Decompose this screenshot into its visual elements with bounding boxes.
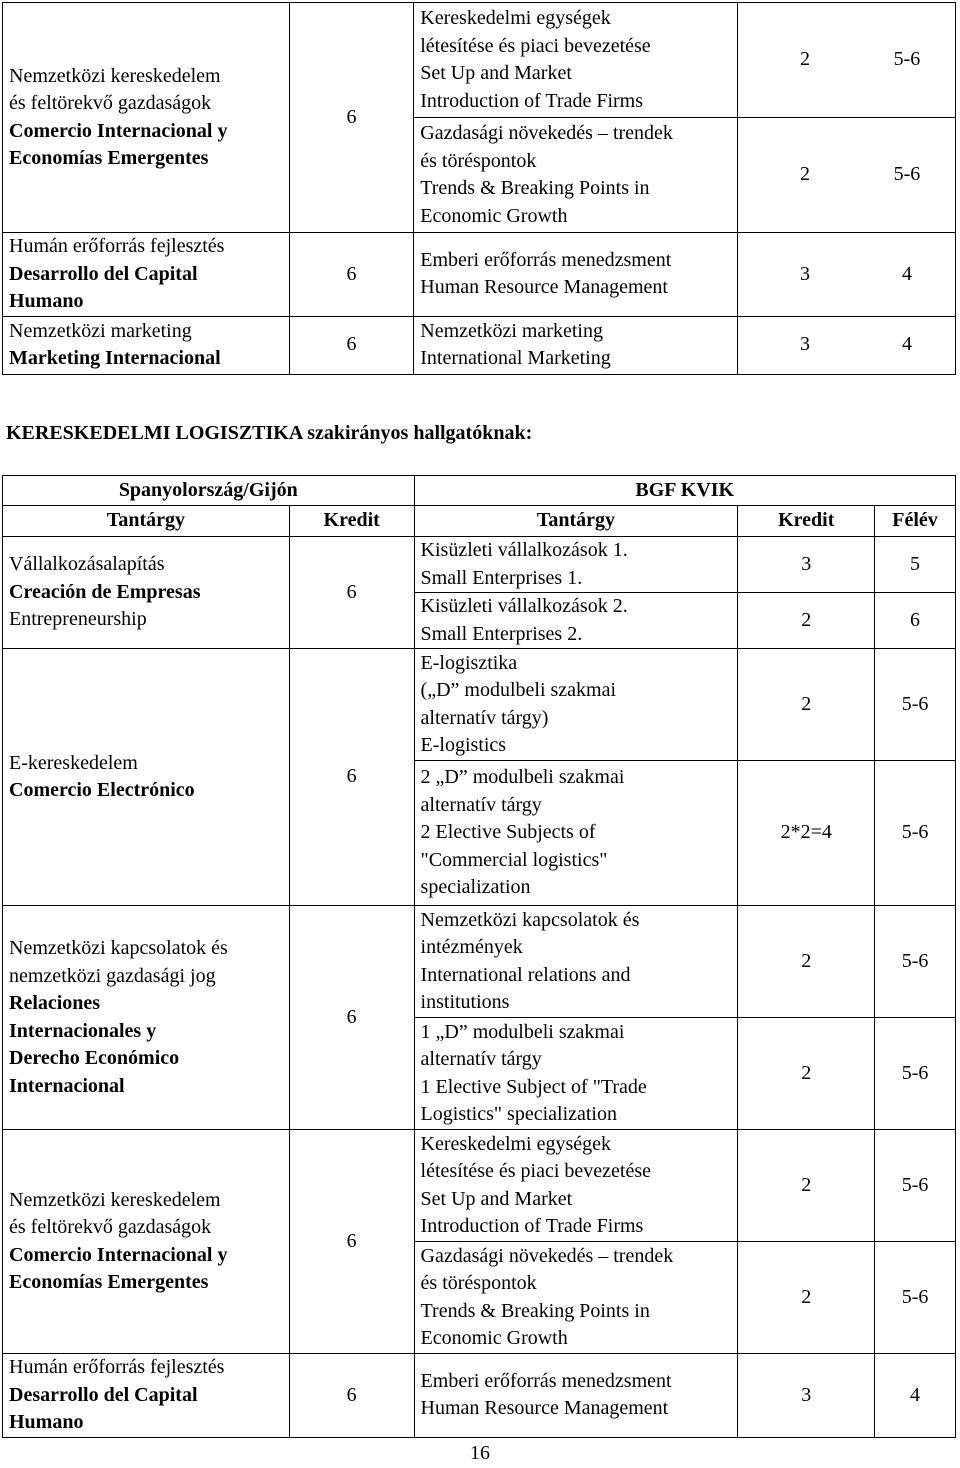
bgf-course-line: "Commercial logistics" [420,848,608,871]
bgf-felev: 5 [875,537,956,593]
bgf-kredit: 3 [799,262,810,285]
bgf-course-line: Human Resource Management [420,1397,669,1420]
spanish-course-cell [3,3,290,233]
bgf-felev: 5-6 [875,1018,956,1130]
bgf-felev: 5-6 [893,163,921,186]
bgf-course-cell [414,118,738,233]
bgf-course-line: Gazdasági növekedés – trendek [420,122,673,144]
course-row [3,3,956,118]
bgf-course-line: Kisüzleti vállalkozások 1. [420,539,628,561]
spanish-course-line: Economías Emergentes [9,147,209,169]
bgf-kredit: 3 [799,333,810,356]
course-row [3,649,956,761]
bgf-course-line: E-logistics [420,734,507,756]
bgf-course-line: Set Up and Market [420,1187,573,1210]
spanish-course-line: Relaciones [9,992,101,1014]
spanish-course-line: Humán erőforrás fejlesztés [9,1356,225,1378]
course-row [3,1130,956,1242]
course-row [3,906,956,1018]
bgf-course-line: („D” modulbeli szakmai [420,679,617,701]
bgf-course-line: alternatív tárgy [420,793,542,816]
bgf-course-line: és töréspontok [420,1272,537,1294]
spanish-credit: 6 [289,1354,414,1438]
bgf-kredit: 2 [738,593,875,649]
bgf-course-line: 2 „D” modulbeli szakmai [420,766,625,789]
course-row [3,1354,956,1438]
bgf-course-line: E-logisztika [420,651,518,674]
spanish-course-line: Comercio Internacional y [9,119,228,142]
bgf-kredit: 2 [738,906,875,1018]
logistics-course-table [2,475,956,1438]
bgf-course-line: International Marketing [420,347,611,369]
bgf-felev: 5-6 [875,1130,956,1242]
bgf-kredit: 2 [738,1130,875,1242]
spanish-course-line: Nemzetközi kereskedelem [9,64,221,87]
spanish-credit: 6 [289,537,414,649]
bgf-course-line: Kisüzleti vállalkozások 2. [420,595,628,617]
bgf-kredit-felev [737,233,955,317]
spanish-course-line: Nemzetközi kapcsolatok és [9,937,228,959]
bgf-course-line: institutions [420,991,510,1013]
bgf-course-cell [414,761,738,906]
bgf-course-line: specialization [420,876,531,899]
kredit-felev-pair [744,161,949,189]
bgf-course-line: International relations and [420,963,631,986]
spanish-course-line: Internacionales y [9,1019,157,1042]
bgf-course-cell [414,593,738,649]
spanish-course-cell [3,1354,290,1438]
header-spain: Spanyolország/Gijón [3,476,415,506]
header-bgf: BGF KVIK [414,476,955,506]
bgf-course-cell [414,1018,738,1130]
spanish-course-line: Nemzetközi marketing [9,319,192,342]
bgf-course-line: Emberi erőforrás menedzsment [420,1369,672,1392]
top-course-table [2,2,956,375]
bgf-course-line: Human Resource Management [420,276,668,299]
spanish-course-line: nemzetközi gazdasági jog [9,964,216,987]
course-row [3,537,956,593]
bgf-course-line: Nemzetközi kapcsolatok és [420,908,640,931]
course-row [3,233,956,317]
spanish-course-line: Humano [9,290,84,312]
bgf-course-line: létesítése és piaci bevezetése [420,1160,651,1182]
bgf-course-line: 2 Elective Subjects of [420,821,596,844]
spanish-course-cell [3,316,290,374]
spanish-course-cell [3,906,290,1130]
col-kredit-left: Kredit [289,506,414,537]
bgf-course-line: Set Up and Market [420,62,572,84]
bgf-felev: 5-6 [875,906,956,1018]
spanish-credit: 6 [289,3,414,233]
spanish-course-line: Derecho Económico [9,1047,180,1069]
bgf-kredit-felev [737,3,955,118]
bgf-felev: 4 [901,333,912,356]
bgf-course-line: Small Enterprises 2. [420,622,583,645]
bgf-kredit: 3 [738,1354,875,1438]
bgf-course-line: 1 Elective Subject of "Trade [420,1075,647,1098]
bgf-course-line: Economic Growth [420,1327,568,1349]
spanish-credit: 6 [289,906,414,1130]
bgf-course-cell [414,233,738,317]
spanish-course-line: Creación de Empresas [9,580,201,603]
bgf-course-line: Introduction of Trade Firms [420,1215,644,1237]
col-tantargy-left: Tantárgy [3,506,290,537]
spanish-course-cell [3,233,290,317]
bgf-course-cell [414,316,738,374]
top-table-body [3,3,956,375]
bgf-course-line: Introduction of Trade Firms [420,89,644,112]
bgf-course-cell [414,537,738,593]
bgf-course-line: Trends & Breaking Points in [420,177,650,199]
bgf-course-line: alternatív tárgy [420,1048,542,1070]
bgf-course-line: Kereskedelmi egységek [420,1132,612,1155]
section-heading: KERESKEDELMI LOGISZTIKA szakirányos hallgatóknak: [6,422,533,444]
spanish-course-line: Entrepreneurship [9,608,147,631]
spanish-course-line: E-kereskedelem [9,751,138,774]
spanish-credit: 6 [289,316,414,374]
bgf-course-cell [414,3,738,118]
course-row [3,316,956,374]
bgf-felev: 4 [901,262,912,285]
bgf-felev: 5-6 [893,48,921,71]
spanish-course-line: Internacional [9,1074,125,1097]
spanish-course-line: Desarrollo del Capital [9,1383,198,1406]
spanish-course-line: Humán erőforrás fejlesztés [9,235,225,257]
bgf-course-line: Kereskedelmi egységek [420,7,611,29]
spanish-course-cell [3,537,290,649]
spanish-course-line: Marketing Internacional [9,347,221,369]
bgf-course-line: létesítése és piaci bevezetése [420,34,651,57]
kredit-felev-pair [744,46,949,74]
bgf-felev: 6 [875,593,956,649]
bgf-course-cell [414,906,738,1018]
spanish-credit: 6 [289,233,414,317]
spanish-credit: 6 [289,1130,414,1354]
spanish-course-line: Desarrollo del Capital [9,262,198,285]
col-tantargy-right: Tantárgy [414,506,738,537]
spanish-course-line: és feltörekvő gazdaságok [9,92,212,114]
bgf-kredit: 2 [799,163,810,186]
bgf-kredit: 2 [738,1018,875,1130]
page-number: 16 [470,1442,490,1464]
bgf-course-line: Economic Growth [420,204,568,227]
bgf-felev: 4 [875,1354,956,1438]
spanish-course-line: Nemzetközi kereskedelem [9,1188,221,1211]
spanish-course-line: Humano [9,1411,84,1433]
bgf-course-line: Trends & Breaking Points in [420,1299,650,1322]
bgf-course-line: alternatív tárgy) [420,706,549,729]
bgf-course-line: 1 „D” modulbeli szakmai [420,1020,625,1043]
bgf-felev: 5-6 [875,1242,956,1354]
bgf-course-line: Gazdasági növekedés – trendek [420,1244,674,1267]
bgf-course-cell [414,649,738,761]
spanish-course-cell [3,649,290,906]
spanish-course-line: Comercio Internacional y [9,1243,228,1266]
bgf-kredit-felev [737,316,955,374]
kredit-felev-pair [744,261,949,289]
bgf-felev: 5-6 [875,649,956,761]
header-row-columns [3,506,956,537]
bgf-course-line: és töréspontok [420,149,537,172]
bgf-course-cell [414,1130,738,1242]
bgf-course-cell [414,1242,738,1354]
bgf-felev: 5-6 [875,761,956,906]
bgf-course-line: Emberi erőforrás menedzsment [420,248,672,271]
bgf-kredit-felev [737,118,955,233]
bgf-kredit: 2 [738,1242,875,1354]
col-kredit-right: Kredit [738,506,875,537]
spanish-course-line: Comercio Electrónico [9,779,195,801]
spanish-course-cell [3,1130,290,1354]
main-table-body [3,537,956,1438]
bgf-course-line: Small Enterprises 1. [420,566,583,589]
bgf-course-line: Nemzetközi marketing [420,319,603,342]
bgf-kredit: 2 [799,48,810,71]
header-row-institutions [3,476,956,506]
bgf-course-line: intézmények [420,936,523,958]
bgf-course-cell [414,1354,738,1438]
col-felev: Félév [875,506,956,537]
bgf-kredit: 2 [738,649,875,761]
kredit-felev-pair [744,331,949,359]
bgf-kredit: 3 [738,537,875,593]
bgf-kredit: 2*2=4 [738,761,875,906]
spanish-credit: 6 [289,649,414,906]
bgf-course-line: Logistics" specialization [420,1103,617,1125]
spanish-course-line: és feltörekvő gazdaságok [9,1216,212,1238]
spanish-course-line: Economías Emergentes [9,1271,209,1293]
spanish-course-line: Vállalkozásalapítás [9,553,165,576]
